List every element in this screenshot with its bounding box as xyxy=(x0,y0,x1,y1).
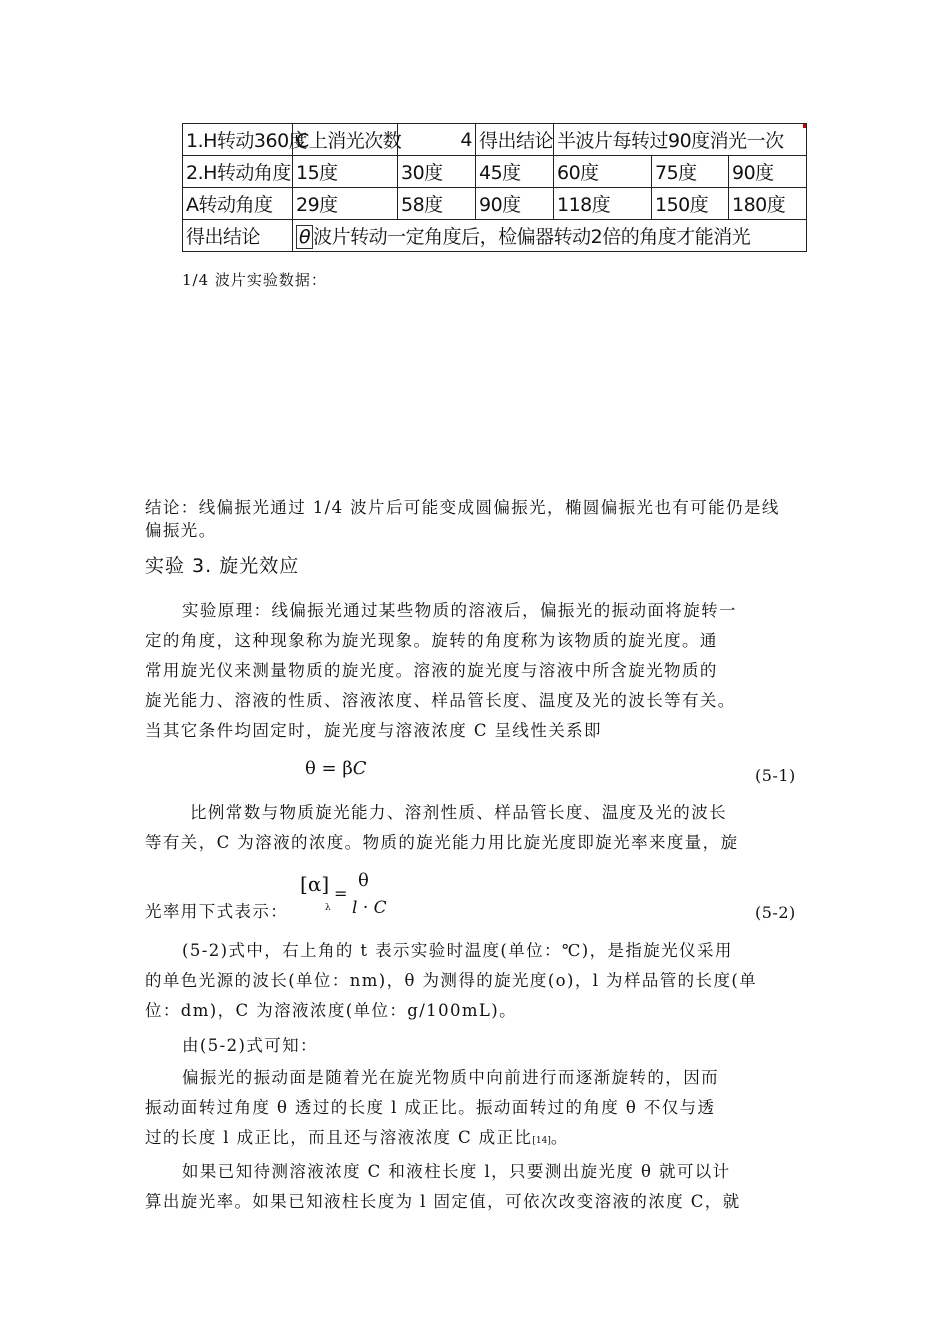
section-heading: 实验 3. 旋光效应 xyxy=(145,555,300,577)
paragraph-line: 偏振光的振动面是随着光在旋光物质中向前进行而逐渐旋转的，因而 xyxy=(182,1068,719,1087)
equation-5-1 xyxy=(305,758,367,779)
paragraph-line: 旋光能力、溶液的性质、溶液浓度、样品管长度、温度及光的波长等有关。 xyxy=(145,691,736,710)
equation-var: C xyxy=(352,758,367,779)
table-cell xyxy=(293,220,807,252)
table-row xyxy=(183,124,807,156)
table-cell: 60度 xyxy=(554,156,652,188)
paragraph-line: 如果已知待测溶液浓度 C 和液柱长度 l，只要测出旋光度 θ 就可以计 xyxy=(182,1162,731,1181)
table-cell: 4 xyxy=(398,124,476,156)
conclusion-line: 偏振光。 xyxy=(145,521,217,540)
table-cell: 118度 xyxy=(554,188,652,220)
paragraph-line: 常用旋光仪来测量物质的旋光度。溶液的旋光度与溶液中所含旋光物质的 xyxy=(145,661,718,680)
table-conclusion-text: 波片转动一定角度后，检偏器转动2倍的角度才能消光 xyxy=(313,226,751,248)
table-cell: 90度 xyxy=(476,188,554,220)
conclusion-line: 结论：线偏振光通过 1/4 波片后可能变成圆偏振光，椭圆偏振光也有可能仍是线 xyxy=(145,498,780,517)
paragraph-line: 振动面转过角度 θ 透过的长度 l 成正比。振动面转过的角度 θ 不仅与透 xyxy=(145,1098,716,1117)
paragraph-line: 比例常数与物质旋光能力、溶剂性质、样品管长度、温度及光的波长 xyxy=(190,803,727,822)
table-cell: C上消光次数 xyxy=(293,124,398,156)
equation-lhs: θ = β xyxy=(305,758,353,779)
alpha-symbol: α xyxy=(307,872,322,896)
paragraph-line: 当其它条件均固定时，旋光度与溶液浓度 C 呈线性关系即 xyxy=(145,721,602,740)
table-cell: 180度 xyxy=(729,188,807,220)
table-cell: 29度 xyxy=(293,188,398,220)
table-cell: 2.H转动角度 xyxy=(183,156,293,188)
table-row xyxy=(183,156,807,188)
fraction-numerator: θ xyxy=(358,870,369,891)
paragraph-text: 。 xyxy=(550,1128,569,1147)
table-cell: 90度 xyxy=(729,156,807,188)
table-cell: 58度 xyxy=(398,188,476,220)
paragraph-text: 过的长度 l 成正比，而且还与溶液浓度 C 成正比 xyxy=(145,1128,533,1147)
half-wave-data-table xyxy=(182,123,807,252)
table-cell: 45度 xyxy=(476,156,554,188)
table-row xyxy=(183,220,807,252)
equation-number: (5-2) xyxy=(755,903,796,922)
paragraph-line: 实验原理：线偏振光通过某些物质的溶液后，偏振光的振动面将旋转一 xyxy=(182,601,737,620)
table-cell: 得出结论 xyxy=(183,220,293,252)
paragraph-line xyxy=(145,1123,569,1156)
citation-ref: [14] xyxy=(532,1136,551,1146)
equation-alpha: [α] xyxy=(300,872,330,896)
theta-symbol: θ xyxy=(296,225,313,249)
quarter-wave-caption: 1/4 波片实验数据： xyxy=(182,271,327,289)
table-cell: 150度 xyxy=(652,188,729,220)
table-cell: 得出结论 xyxy=(476,124,554,156)
fraction-denominator: l · C xyxy=(352,898,387,918)
table-cell: 30度 xyxy=(398,156,476,188)
table-cell: A转动角度 xyxy=(183,188,293,220)
table-cell: 15度 xyxy=(293,156,398,188)
paragraph-line: 定的角度，这种现象称为旋光现象。旋转的角度称为该物质的旋光度。通 xyxy=(145,631,718,650)
equation-number: (5-1) xyxy=(755,766,796,785)
table-cell: 半波片每转过90度消光一次 xyxy=(554,124,807,156)
paragraph-line: 等有关，C 为溶液的浓度。物质的旋光能力用比旋光度即旋光率来度量，旋 xyxy=(145,833,739,852)
paragraph-line: 光率用下式表示： xyxy=(145,902,289,921)
paragraph-line: 的单色光源的波长(单位：nm)，θ 为测得的旋光度(o)，l 为样品管的长度(单 xyxy=(145,971,758,990)
table-row xyxy=(183,188,807,220)
paragraph-line: 由(5-2)式可知： xyxy=(182,1036,318,1055)
table-cell: 75度 xyxy=(652,156,729,188)
table-cell: 1.H转动360度 xyxy=(183,124,293,156)
paragraph-line: 算出旋光率。如果已知液柱长度为 l 固定值，可依次改变溶液的浓度 C，就 xyxy=(145,1192,741,1211)
lambda-subscript: λ xyxy=(325,903,331,913)
equals-sign: = xyxy=(334,884,348,903)
paragraph-line: (5-2)式中，右上角的 t 表示实验时温度(单位：℃)，是指旋光仪采用 xyxy=(182,941,733,960)
paragraph-line: 位：dm)，C 为溶液浓度(单位：g/100mL)。 xyxy=(145,1001,518,1020)
